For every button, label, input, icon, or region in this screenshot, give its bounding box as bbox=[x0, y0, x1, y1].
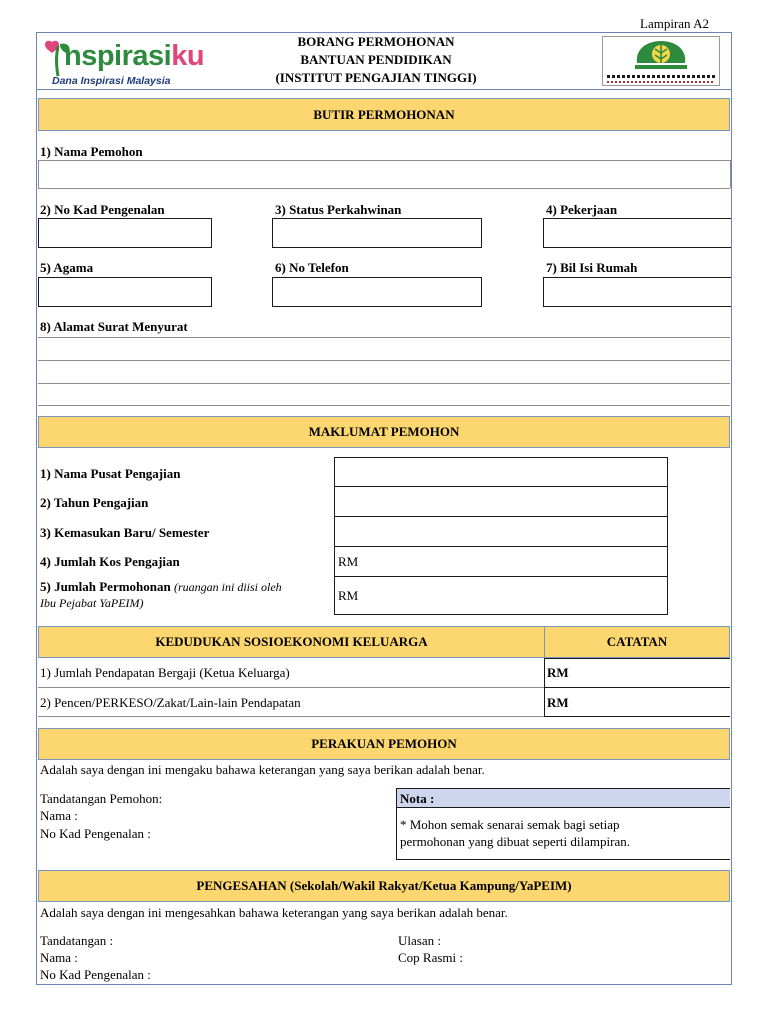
endorsement-name-label: Nama : bbox=[40, 950, 78, 965]
ic-number-label: 2) No Kad Pengenalan bbox=[40, 202, 165, 217]
study-year-label: 2) Tahun Pengajian bbox=[40, 495, 149, 510]
declaration-name-label: Nama : bbox=[40, 808, 78, 823]
logo-tagline: Dana Inspirasi Malaysia bbox=[52, 75, 171, 87]
religion-label: 5) Agama bbox=[40, 260, 94, 275]
applicant-name-label: 1) Nama Pemohon bbox=[40, 144, 143, 159]
religion-field[interactable] bbox=[38, 277, 212, 307]
note-title: Nota : bbox=[400, 791, 435, 806]
endorsement-signature-label: Tandatangan : bbox=[40, 933, 114, 948]
marital-status-label: 3) Status Perkahwinan bbox=[275, 202, 402, 217]
study-cost-field[interactable] bbox=[334, 547, 668, 577]
section-study-info: MAKLUMAT PEMOHON bbox=[38, 416, 730, 448]
declaration-statement: Adalah saya dengan ini mengaku bahawa keterangan yang saya berikan adalah benar. bbox=[40, 762, 485, 777]
household-count-field[interactable] bbox=[543, 277, 731, 307]
occupation-label: 4) Pekerjaan bbox=[546, 202, 618, 217]
note-line-1: * Mohon semak senarai semak bagi setiap bbox=[400, 817, 620, 832]
address-field[interactable] bbox=[40, 339, 728, 403]
official-stamp-label: Cop Rasmi : bbox=[398, 950, 464, 965]
logo-name-suffix: ku bbox=[171, 40, 205, 72]
occupation-field[interactable] bbox=[543, 218, 731, 248]
request-amount-note-b: Ibu Pejabat YaPEIM) bbox=[40, 596, 144, 610]
title-line-2: BANTUAN PENDIDIKAN bbox=[300, 52, 452, 67]
marital-status-field[interactable] bbox=[272, 218, 482, 248]
intake-field[interactable] bbox=[334, 517, 668, 547]
other-income-label: 2) Pencen/PERKESO/Zakat/Lain-lain Pendapatan bbox=[40, 695, 301, 710]
note-header bbox=[396, 788, 730, 808]
institution-label: 1) Nama Pusat Pengajian bbox=[40, 466, 181, 481]
address-label: 8) Alamat Surat Menyurat bbox=[40, 319, 188, 334]
ic-number-field[interactable] bbox=[38, 218, 212, 248]
other-income-field[interactable]: RM bbox=[547, 695, 569, 710]
request-amount-label bbox=[40, 579, 282, 595]
form-title bbox=[220, 33, 532, 87]
inspirasiku-logo bbox=[42, 36, 214, 88]
applicant-signature-label: Tandatangan Pemohon: bbox=[40, 791, 163, 806]
institution-field[interactable] bbox=[334, 457, 668, 487]
request-amount-note-a: (ruangan ini diisi oleh bbox=[173, 580, 282, 594]
household-count-label: 7) Bil Isi Rumah bbox=[546, 260, 638, 275]
endorsement-ic-label: No Kad Pengenalan : bbox=[40, 967, 151, 982]
logo-name: nspirasi bbox=[64, 40, 172, 72]
remarks-label: Ulasan : bbox=[398, 933, 441, 948]
title-line-1: BORANG PERMOHONAN bbox=[297, 34, 455, 49]
section-applicant-details: BUTIR PERMOHONAN bbox=[38, 98, 730, 131]
declaration-ic-label: No Kad Pengenalan : bbox=[40, 826, 151, 841]
study-year-field[interactable] bbox=[334, 487, 668, 517]
annex-label: Lampiran A2 bbox=[640, 16, 709, 31]
salary-income-label: 1) Jumlah Pendapatan Bergaji (Ketua Keluarga) bbox=[40, 665, 290, 680]
salary-income-field[interactable]: RM bbox=[547, 665, 569, 680]
intake-label: 3) Kemasukan Baru/ Semester bbox=[40, 525, 210, 540]
section-endorsement: PENGESAHAN (Sekolah/Wakil Rakyat/Ketua Kampung/YaPEIM) bbox=[38, 870, 730, 902]
applicant-name-field[interactable] bbox=[40, 162, 728, 186]
yapeim-logo bbox=[602, 36, 720, 86]
endorsement-statement: Adalah saya dengan ini mengesahkan bahawa keterangan yang saya berikan adalah benar. bbox=[40, 905, 508, 920]
yapeim-script-line bbox=[607, 75, 715, 78]
title-line-3: (INSTITUT PENGAJIAN TINGGI) bbox=[275, 70, 477, 85]
note-box bbox=[396, 808, 730, 860]
study-cost-currency: RM bbox=[338, 553, 359, 569]
request-amount-field[interactable] bbox=[334, 577, 668, 615]
request-amount-title: 5) Jumlah Permohonan bbox=[40, 579, 171, 594]
header-divider bbox=[37, 89, 731, 90]
note-line-2: permohonan yang dibuat seperti dilampiran. bbox=[400, 834, 630, 849]
section-socioeconomic: KEDUDUKAN SOSIOEKONOMI KELUARGA bbox=[38, 626, 545, 658]
phone-label: 6) No Telefon bbox=[275, 260, 349, 275]
phone-field[interactable] bbox=[272, 277, 482, 307]
section-declaration: PERAKUAN PEMOHON bbox=[38, 728, 730, 760]
study-cost-label: 4) Jumlah Kos Pengajian bbox=[40, 554, 180, 569]
notes-heading: CATATAN bbox=[544, 626, 730, 658]
yapeim-emblem-icon bbox=[631, 39, 691, 73]
request-amount-currency: RM bbox=[338, 587, 359, 603]
yapeim-subscript-line bbox=[607, 81, 715, 83]
